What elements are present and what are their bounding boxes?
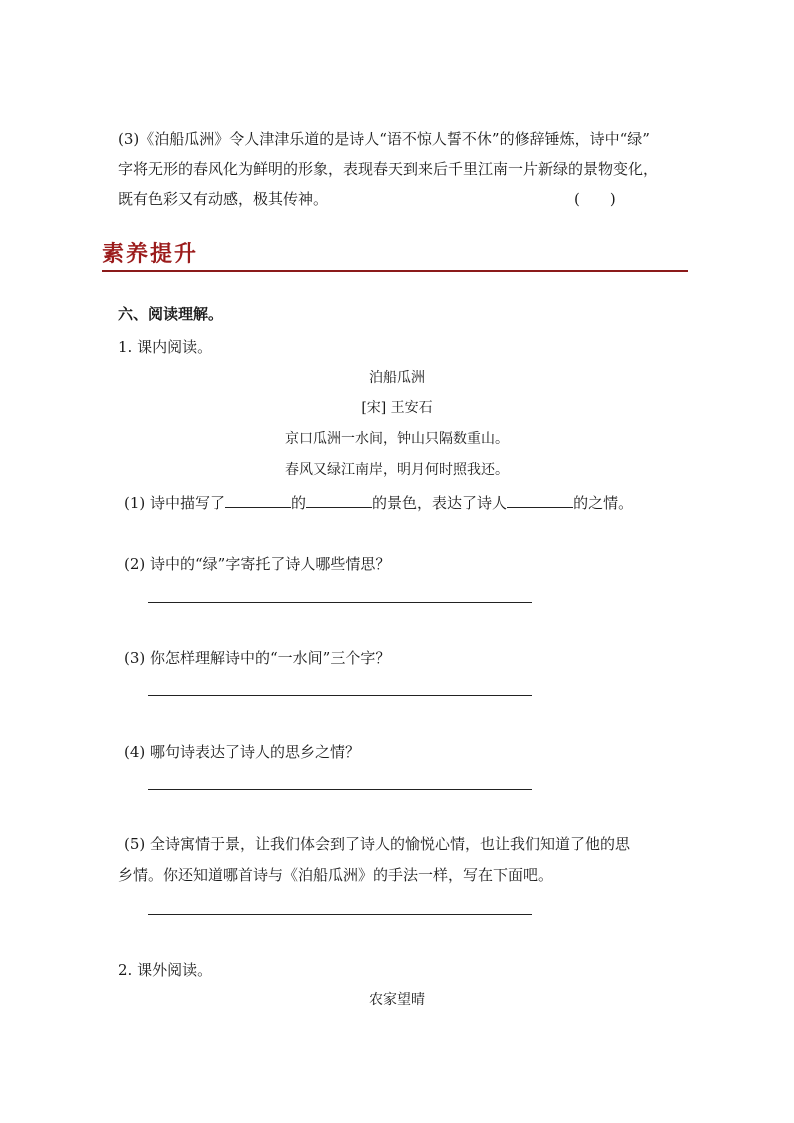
poem1-line2: 春风又绿江南岸，明月何时照我还。: [285, 462, 509, 478]
section-title: 素养提升: [102, 242, 199, 267]
q1-blank-2[interactable]: [306, 493, 372, 508]
section-header: [102, 240, 688, 272]
q1-blank-3[interactable]: [507, 493, 573, 508]
answer-parentheses[interactable]: [574, 188, 616, 210]
q4-text: (4) 哪句诗表达了诗人的思乡之情？: [124, 743, 361, 761]
poem1-line1: 京口瓜洲一水间，钟山只隔数重山。: [285, 431, 509, 447]
q1-part-b: 的: [291, 494, 307, 512]
q5-line1: (5) 全诗寓情于景，让我们体会到了诗人的愉悦心情，也让我们知道了他的思: [124, 835, 631, 853]
q1-part-d: 的之情。: [573, 494, 634, 512]
part6-heading: 六、阅读理解。: [118, 305, 224, 323]
q3-text: (3) 你怎样理解诗中的“一水间”三个字？: [124, 649, 391, 667]
poem2-title: 农家望晴: [369, 992, 425, 1008]
q2-text: (2) 诗中的“绿”字寄托了诗人哪些情思？: [124, 555, 391, 573]
paren-close: ): [609, 190, 616, 208]
prev-q3-line1: (3)《泊船瓜洲》令人津津乐道的是诗人“语不惊人誓不休”的修辞锤炼，诗中“绿”: [118, 130, 650, 148]
q1-blank-1[interactable]: [225, 493, 291, 508]
q1-fill-in: [124, 492, 633, 514]
q5-line2: 乡情。你还知道哪首诗与《泊船瓜洲》的手法一样，写在下面吧。: [118, 866, 554, 884]
q2-answer-line[interactable]: [148, 602, 532, 603]
prev-q3-line2: 字将无形的春风化为鲜明的形象，表现春天到来后千里江南一片新绿的景物变化，: [118, 160, 659, 178]
prev-q3-line3: 既有色彩又有动感，极其传神。: [118, 190, 329, 208]
q3-answer-line[interactable]: [148, 695, 532, 696]
poem1-author: [宋] 王安石: [361, 400, 433, 416]
q5-answer-line[interactable]: [148, 914, 532, 915]
q1-part-a: (1) 诗中描写了: [124, 494, 226, 512]
sub2-label: 2. 课外阅读。: [118, 961, 213, 979]
q1-part-c: 的景色，表达了诗人: [372, 494, 508, 512]
poem1-title: 泊船瓜洲: [369, 370, 425, 386]
sub1-label: 1. 课内阅读。: [118, 338, 213, 356]
paren-open: (: [574, 190, 580, 208]
q4-answer-line[interactable]: [148, 789, 532, 790]
